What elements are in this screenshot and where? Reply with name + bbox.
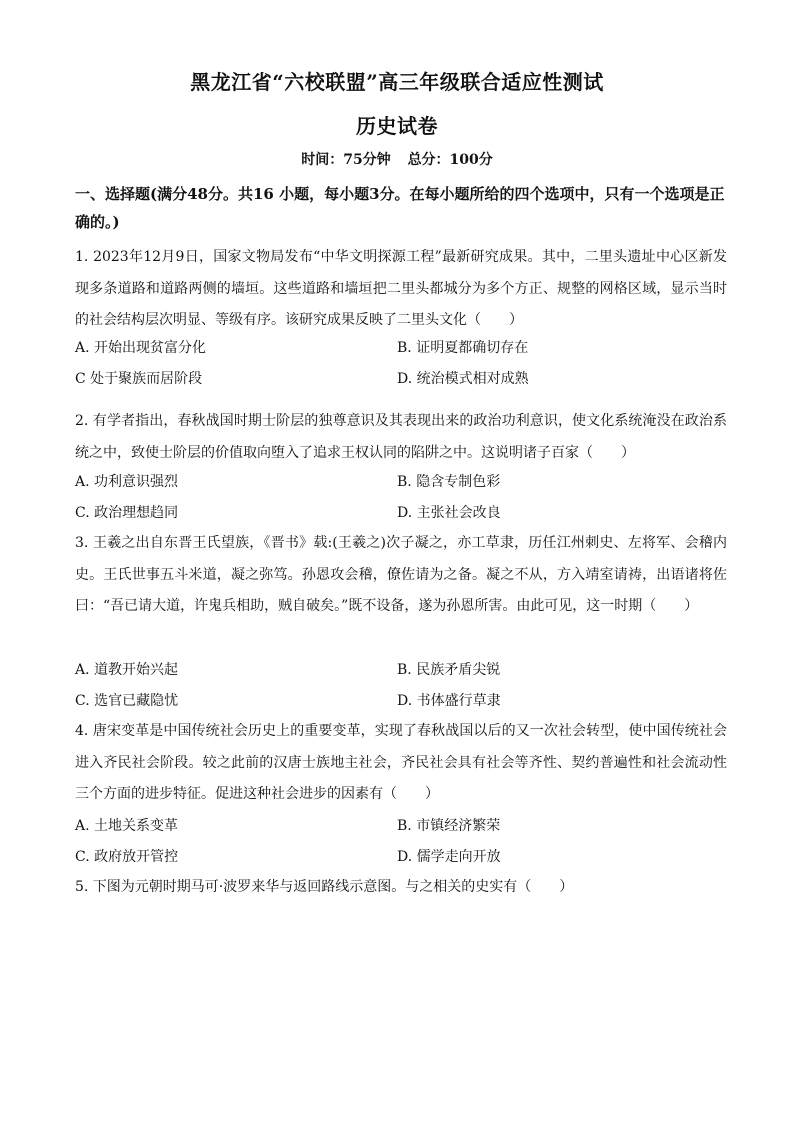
question-4-stem: 4. 唐宋变革是中国传统社会历史上的重要变革，实现了春秋战国以后的又一次社会转型，使中国传统社会进入齐民社会阶段。较之此前的汉唐士族地主社会，齐民社会具有社会等齐性、契约普遍性和社会流动性三个方面的进步特征。促进这种社会进步的因素有（ ）	[75, 723, 727, 802]
question-1-stem: 1. 2023年12月9日，国家文物局发布“中华文明探源工程”最新研究成果。其中，二里头遗址中心区新发现多条道路和道路两侧的墙垣。这些道路和墙垣把二里头都城分为多个方正、规整的网格区域，显示当时的社会结构层次明显、等级有序。该研究成果反映了二里头文化（ ）	[75, 249, 727, 328]
exam-title: 黑龙江省“六校联盟”高三年级联合适应性测试	[190, 70, 604, 94]
question-3-stem: 3. 王羲之出自东晋王氏望族，《晋书》载:(王羲之)次子凝之，亦工草隶，历任江州刺史、左将军、会稽内史。王氏世事五斗米道，凝之弥笃。孙恩攻会稽，僚佐请为之备。凝之不从，方入靖室请祷，出语诸将佐曰：“吾已请大道，许鬼兵相助，贼自破矣。”既不设备，遂为孙恩所害。由此可见，这一时期（ ）	[75, 535, 727, 614]
question-4-option-a[interactable]: A. 土地关系变革	[75, 818, 179, 834]
question-1-option-d[interactable]: D. 统治模式相对成熟	[397, 371, 529, 387]
question-2-option-b[interactable]: B. 隐含专制色彩	[397, 474, 501, 490]
exam-time: 时间：75分钟	[301, 152, 391, 168]
question-2-option-a[interactable]: A. 功利意识强烈	[75, 474, 179, 490]
question-1-option-c[interactable]: C 处于聚族而居阶段	[75, 371, 203, 387]
exam-meta	[0, 149, 794, 169]
question-3-option-b[interactable]: B. 民族矛盾尖锐	[397, 662, 501, 678]
question-5-stem: 5. 下图为元朝时期马可·波罗来华与返回路线示意图。与之相关的史实有（ ）	[75, 879, 574, 895]
question-2-stem: 2. 有学者指出，春秋战国时期士阶层的独尊意识及其表现出来的政治功利意识，使文化系统淹没在政治系统之中，致使士阶层的价值取向堕入了追求王权认同的陷阱之中。这说明诸子百家（ ）	[75, 413, 727, 461]
question-4-option-d[interactable]: D. 儒学走向开放	[397, 849, 501, 865]
question-4-option-c[interactable]: C. 政府放开管控	[75, 849, 179, 865]
exam-subject: 历史试卷	[356, 114, 438, 138]
section-heading: 一、选择题(满分48分。共16 小题，每小题3分。在每小题所给的四个选项中，只有一个选项是正确的。)	[75, 185, 725, 231]
question-3-option-d[interactable]: D. 书体盛行草隶	[397, 693, 501, 709]
question-2-option-c[interactable]: C. 政治理想趋同	[75, 505, 179, 521]
question-1-option-b[interactable]: B. 证明夏都确切存在	[397, 340, 529, 356]
question-4-option-b[interactable]: B. 市镇经济繁荣	[397, 818, 501, 834]
question-2-option-d[interactable]: D. 主张社会改良	[397, 505, 501, 521]
question-3-option-c[interactable]: C. 选官已藏隐忧	[75, 693, 179, 709]
exam-score: 总分：100分	[407, 152, 493, 168]
question-1-option-a[interactable]: A. 开始出现贫富分化	[75, 340, 207, 356]
question-3-option-a[interactable]: A. 道教开始兴起	[75, 662, 179, 678]
